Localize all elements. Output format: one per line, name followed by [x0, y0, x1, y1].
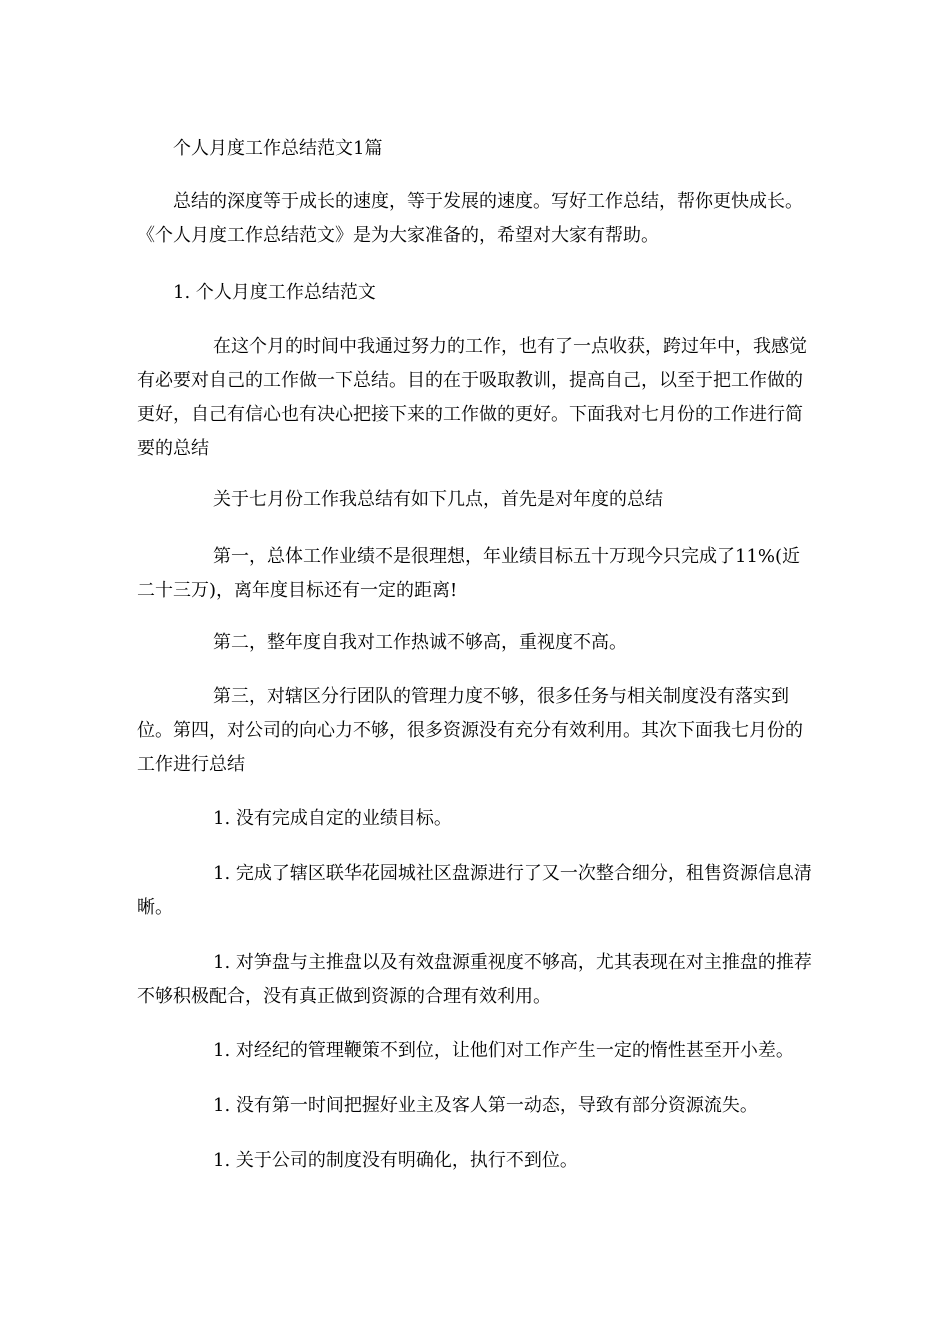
body-paragraph: 第三，对辖区分行团队的管理力度不够，很多任务与相关制度没有落实到位。第四，对公司的向心力不够，很多资源没有充分有效利用。其次下面我七月份的工作进行总结 [137, 686, 803, 775]
body-paragraph: 关于七月份工作我总结有如下几点，首先是对年度的总结 [213, 489, 663, 510]
body-paragraph: 在这个月的时间中我通过努力的工作，也有了一点收获，跨过年中，我感觉有必要对自己的工作做一下总结。目的在于吸取教训，提高自己，以至于把工作做的更好，自己有信心也有决心把接下来的工作做的更好。下面我对七月份的工作进行简要的总结 [137, 336, 807, 459]
list-item: 1. 完成了辖区联华花园城社区盘源进行了又一次整合细分，租售资源信息清晰。 [137, 863, 812, 918]
document-title: 个人月度工作总结范文1篇 [173, 138, 383, 159]
list-item: 1. 对笋盘与主推盘以及有效盘源重视度不够高，尤其表现在对主推盘的推荐不够积极配合，没有真正做到资源的合理有效利用。 [137, 952, 812, 1007]
list-item: 1. 没有完成自定的业绩目标。 [213, 808, 452, 829]
list-item: 1. 对经纪的管理鞭策不到位，让他们对工作产生一定的惰性甚至开小差。 [213, 1040, 794, 1061]
intro-paragraph: 总结的深度等于成长的速度，等于发展的速度。写好工作总结，帮你更快成长。《个人月度工作总结范文》是为大家准备的，希望对大家有帮助。 [137, 191, 803, 246]
section-heading: 1. 个人月度工作总结范文 [173, 282, 376, 303]
list-item: 1. 没有第一时间把握好业主及客人第一动态，导致有部分资源流失。 [213, 1095, 758, 1116]
body-paragraph: 第一，总体工作业绩不是很理想，年业绩目标五十万现今只完成了11%(近二十三万)，离年度目标还有一定的距离! [137, 546, 801, 601]
body-paragraph: 第二，整年度自我对工作热诚不够高，重视度不高。 [213, 632, 627, 653]
list-item: 1. 关于公司的制度没有明确化，执行不到位。 [213, 1150, 578, 1171]
